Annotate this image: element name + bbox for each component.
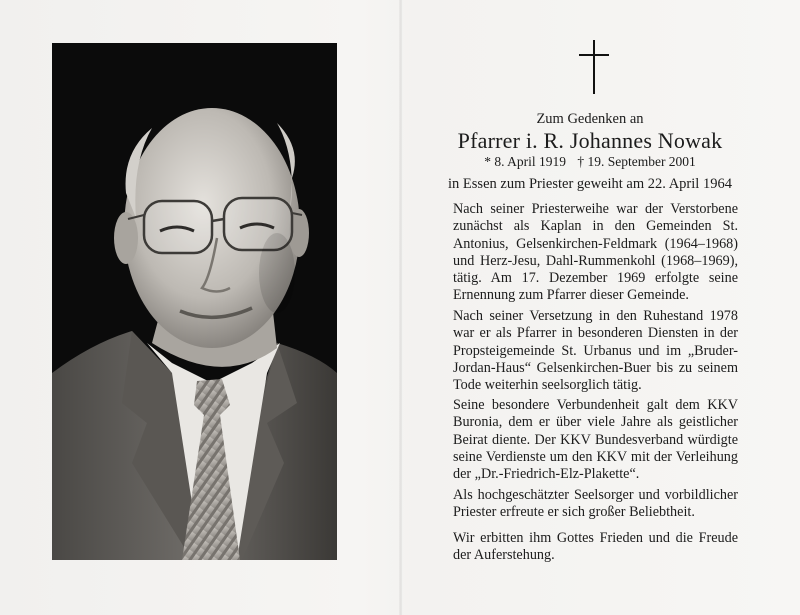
memoriam-heading: Zum Gedenken an bbox=[536, 111, 644, 127]
latin-cross-icon bbox=[579, 40, 609, 94]
birth-date: * 8. April 1919 bbox=[484, 154, 566, 169]
portrait-illustration bbox=[52, 43, 337, 560]
death-date: † 19. September 2001 bbox=[577, 154, 696, 169]
ordination-line: in Essen zum Priester geweiht am 22. April 1964 bbox=[448, 176, 732, 192]
biography-paragraph-esteem: Als hochgeschätzter Seelsorger und vorbildlicher Priester erfreute er sich großer Beliebtheit. bbox=[453, 487, 738, 521]
cross-vertical-bar bbox=[593, 40, 595, 94]
biography-paragraph-career: Nach seiner Priesterweihe war der Verstorbene zunächst als Kaplan in den Gemeinden St. Antonius, Gelsenkirchen-Feldmark (1964–1968) und Herz-Jesu, Dahl-Rummenkohl (1968–1969), tätig. Am 17. Dezember 1969 erfolgte seine Ernennung zum Pfarrer dieser Gemeinde. bbox=[453, 201, 738, 304]
life-dates bbox=[440, 154, 740, 170]
closing-prayer: Wir erbitten ihm Gottes Frieden und die Freude der Auferstehung. bbox=[453, 530, 738, 564]
deceased-name: Pfarrer i. R. Johannes Nowak bbox=[457, 128, 723, 153]
cross-horizontal-bar bbox=[579, 54, 609, 56]
portrait-photo bbox=[52, 43, 337, 560]
biography-paragraph-kkv: Seine besondere Verbundenheit galt dem KKV Buronia, dem er über viele Jahre als geistlicher Beirat diente. Der KKV Bundesverband würdigte seine Verdienste um den KKV mit der Verleihung der „Dr.-Friedrich-Elz-Plakette“. bbox=[453, 397, 738, 483]
card-fold bbox=[399, 0, 403, 615]
biography-paragraph-retirement: Nach seiner Versetzung in den Ruhestand 1978 war er als Pfarrer in besonderen Diensten in der Propsteigemeinde St. Urbanus und im „Bruder-Jordan-Haus“ Gelsenkirchen-Buer bis zu seinem Tode weiterhin seelsorglich tätig. bbox=[453, 308, 738, 394]
